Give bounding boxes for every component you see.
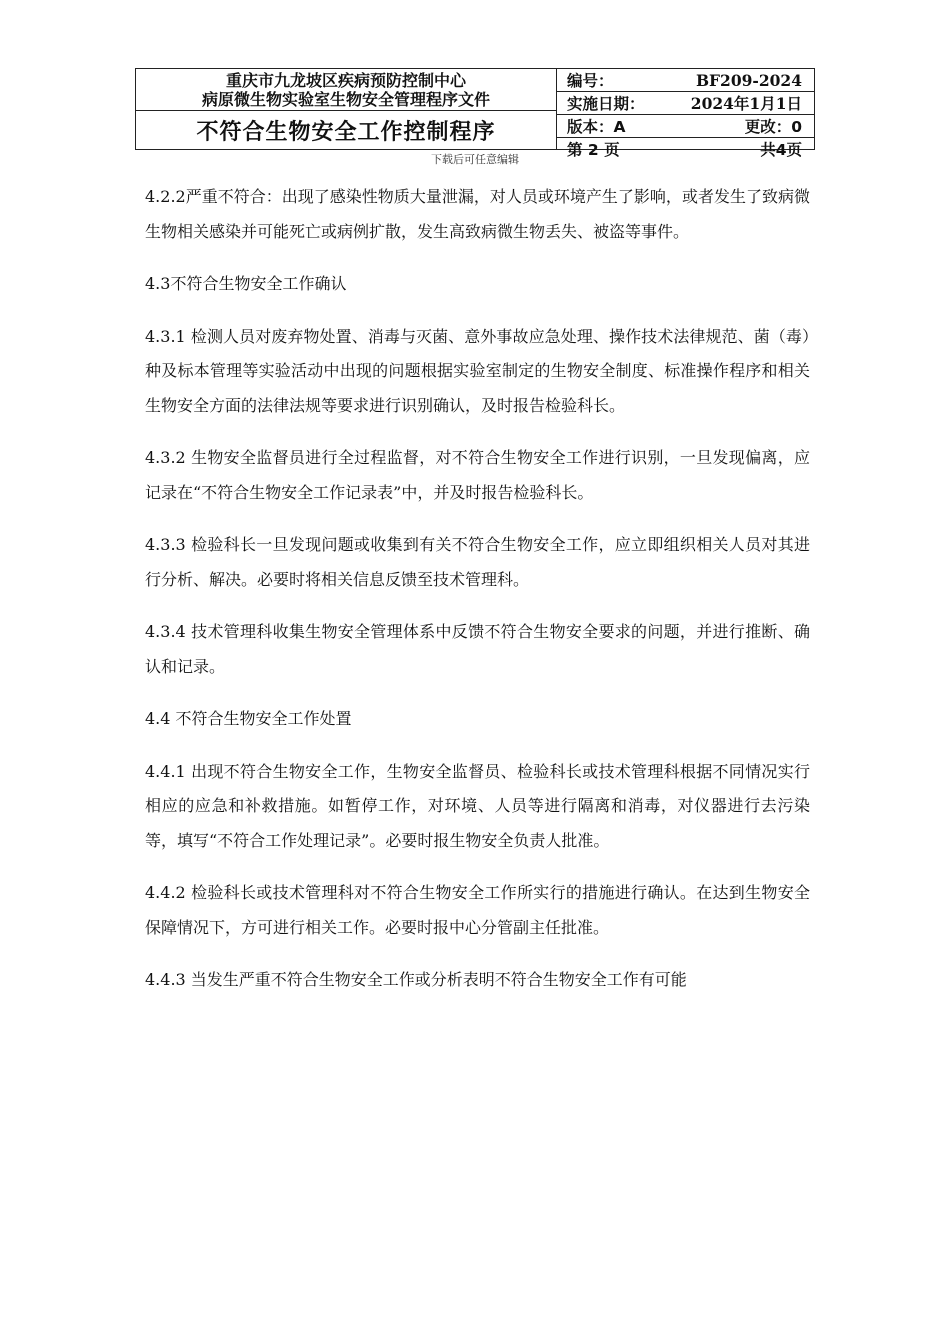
page-total: 共4页 [760, 141, 802, 159]
paragraph-4-4-2: 4.4.2 检验科长或技术管理科对不符合生物安全工作所实行的措施进行确认。在达到生物安全保障情况下，方可进行相关工作。必要时报中心分管副主任批准。 [145, 883, 810, 937]
paragraph-4-3-2: 4.3.2 生物安全监督员进行全过程监督，对不符合生物安全工作进行识别，一旦发现偏离，应记录在“不符合生物安全工作记录表”中，并及时报告检验科长。 [145, 448, 810, 502]
paragraph-4-3-1: 4.3.1 检测人员对废弃物处置、消毒与灭菌、意外事故应急处理、操作技术法律规范、菌（毒）种及标本管理等实验活动中出现的问题根据实验室制定的生物安全制度、标准操作程序和相关生物安全方面的法律法规等要求进行识别确认，及时报告检验科长。 [145, 326, 810, 415]
version-label: 版本：A [567, 118, 626, 136]
page-number: 第 2 页 [567, 141, 620, 159]
download-watermark: 下载后可任意编辑 [431, 153, 519, 166]
document-header-table [135, 68, 815, 159]
paragraph-4-4-1: 4.4.1 出现不符合生物安全工作，生物安全监督员、检验科长或技术管理科根据不同情况实行相应的应急和补救措施。如暂停工作，对环境、人员等进行隔离和消毒，对仪器进行去污染等，填写“不符合工作处理记录”。必要时报生物安全负责人批准。 [145, 761, 810, 850]
document-body [145, 180, 810, 1016]
organization-line-2: 病原微生物实验室生物安全管理程序文件 [201, 89, 490, 109]
heading-4-4: 4.4 不符合生物安全工作处置 [145, 709, 352, 728]
paragraph-4-3-3: 4.3.3 检验科长一旦发现问题或收集到有关不符合生物安全工作，应立即组织相关人员对其进行分析、解决。必要时将相关信息反馈至技术管理科。 [145, 535, 810, 589]
heading-4-3: 4.3不符合生物安全工作确认 [145, 274, 347, 293]
organization-name [136, 69, 556, 111]
document-title: 不符合生物安全工作控制程序 [196, 119, 496, 145]
organization-line-1: 重庆市九龙坡区疾病预防控制中心 [225, 70, 466, 90]
paragraph-4-3-4: 4.3.4 技术管理科收集生物安全管理体系中反馈不符合生物安全要求的问题，并进行推断、确认和记录。 [145, 622, 810, 676]
paragraph-4-4-3: 4.4.3 当发生严重不符合生物安全工作或分析表明不符合生物安全工作有可能 [145, 970, 687, 989]
date-label: 实施日期： [567, 95, 645, 113]
date-row [557, 92, 814, 115]
change-label: 更改：0 [744, 118, 802, 136]
header-left-block [136, 69, 557, 149]
version-row [557, 115, 814, 138]
code-label: 编号： [567, 72, 614, 90]
paragraph-4-2-2: 4.2.2严重不符合：出现了感染性物质大量泄漏，对人员或环境产生了影响，或者发生了致病微生物相关感染并可能死亡或病例扩散，发生高致病微生物丢失、被盗等事件。 [145, 187, 810, 241]
header-right-block [557, 69, 814, 159]
code-value: BF209-2024 [695, 70, 802, 90]
date-value: 2024年1月1日 [690, 94, 802, 113]
code-row [557, 69, 814, 92]
